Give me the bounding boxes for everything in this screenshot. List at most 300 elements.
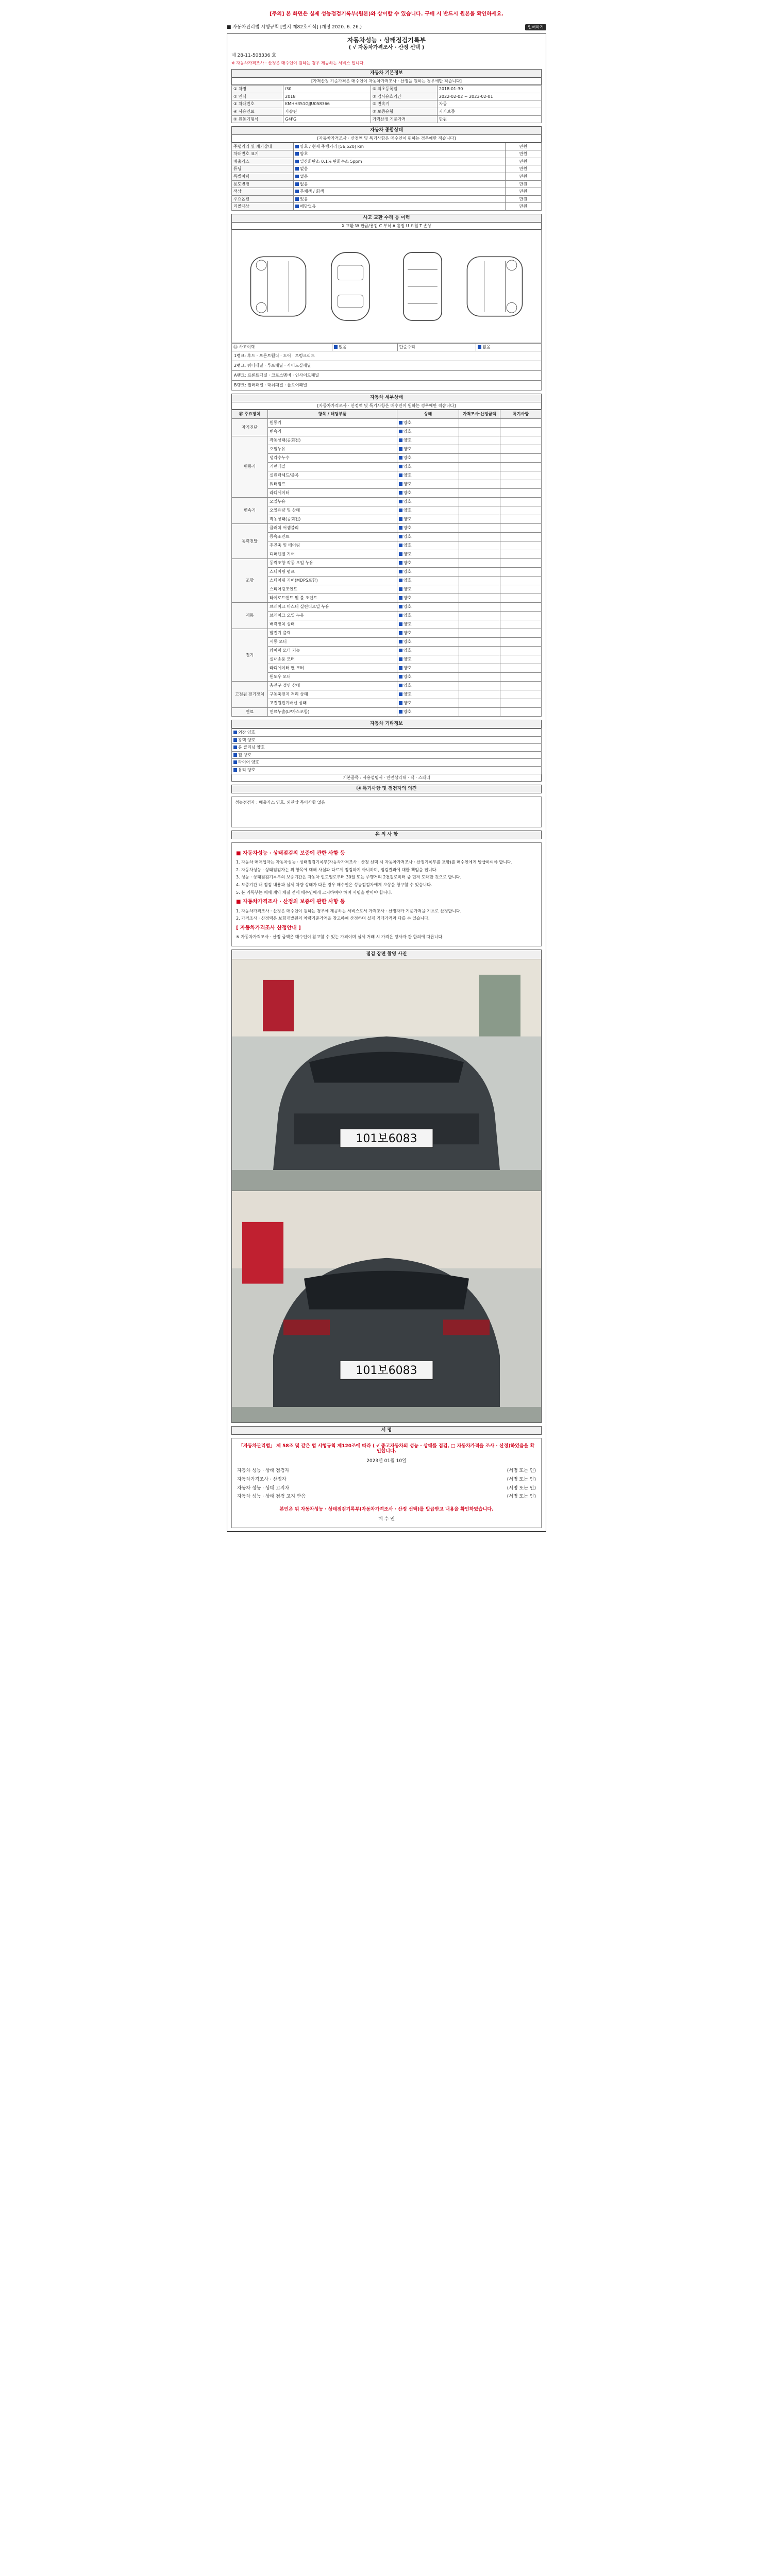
checkbox-icon [295, 167, 299, 171]
checks-row [232, 158, 542, 165]
checkbox-icon [399, 456, 402, 460]
inspection-status [397, 620, 459, 629]
inspection-group: 고전원 전기장치 [232, 682, 268, 708]
terms-para: 5. 본 기록부는 매매 계약 체결 전에 매수인에게 고지하여야 하며 서명을 받아야 합니다. [236, 890, 393, 895]
inspection-price [459, 647, 500, 655]
damage-diagram [231, 230, 542, 343]
basic-info-value: i30 [283, 86, 371, 93]
inspection-status [397, 524, 459, 533]
checks-result: 만원 [506, 165, 542, 173]
accident-legend: X 교환 W 판금/용접 C 부식 A 흠집 U 요철 T 손상 [231, 223, 542, 230]
inspection-status [397, 436, 459, 445]
inspection-row [232, 708, 542, 717]
inspection-note [500, 559, 542, 568]
basic-info-label: ⑨ 보증유형 [371, 108, 437, 115]
basic-info-value: 2018 [283, 93, 371, 100]
inspection-status-text: 양호 [404, 455, 412, 461]
inspection-status [397, 489, 459, 498]
accident-rank-text: 1랭크: 후드 · 프론트휀더 · 도어 · 트렁크리드 [234, 353, 315, 359]
basic-info-row [232, 86, 542, 93]
inspection-status-text: 양호 [404, 420, 412, 426]
sig-line-4-value[interactable]: (서명 또는 인) [507, 1494, 536, 1500]
terms-para-3: ※ 자동차가격조사 · 산정 금액은 매수인이 참고할 수 있는 가격이며 실제 거래 시 가격은 당사자 간 합의에 따릅니다. [236, 935, 444, 940]
photo-title: 점검 장면 촬영 사진 [231, 950, 542, 959]
inspection-item: 시동 모터 [268, 638, 397, 647]
inspection-status-text: 양호 [404, 508, 412, 513]
inspection-status-text: 양호 [404, 631, 412, 636]
inspection-item: 충전구 절연 상태 [268, 682, 397, 690]
inspection-item: 클러치 어셈블리 [268, 524, 397, 533]
checkbox-icon [399, 710, 402, 714]
checkbox-icon [399, 561, 402, 565]
basic-info-row [232, 115, 542, 123]
inspection-item: 작동상태(공회전) [268, 436, 397, 445]
basic-info-label: ① 차명 [232, 86, 283, 93]
inspection-item: 타이로드엔드 및 볼 조인트 [268, 594, 397, 603]
checks-value-text: 없음 [300, 166, 308, 172]
checkbox-icon [399, 430, 402, 433]
basic-info-value: 가솔린 [283, 108, 371, 115]
inspection-row [232, 445, 542, 454]
inspection-group: 원동기 [232, 436, 268, 498]
inspection-status [397, 568, 459, 577]
inspection-status-text: 양호 [404, 648, 412, 653]
checkbox-icon [399, 605, 402, 608]
inspection-note [500, 463, 542, 471]
inspection-row [232, 664, 542, 673]
basic-info-value: 자동 [437, 100, 541, 108]
checks-value [294, 143, 506, 150]
checkbox-icon [399, 438, 402, 442]
inspection-status-text: 양호 [404, 490, 412, 496]
inspection-row [232, 568, 542, 577]
inspection-group: 제동 [232, 603, 268, 629]
terms-section-2: ■ 자동차가격조사 · 산정의 보증에 관한 사항 등 [236, 899, 345, 905]
inspection-item: 실린더헤드/블록 [268, 471, 397, 480]
inspection-note [500, 515, 542, 524]
accident-rank-row [231, 381, 542, 391]
checkbox-icon [295, 152, 299, 156]
inspection-row [232, 436, 542, 445]
checkbox-icon [399, 587, 402, 591]
extra-info-text: 광택 양호 [238, 737, 256, 742]
checks-row [232, 150, 542, 158]
checks-result: 만원 [506, 203, 542, 211]
basic-info-table [231, 85, 542, 123]
terms-para: 2. 자동차성능 · 상태점검자는 위 항목에 대해 사실과 다르게 점검하지 아니하며, 점검결과에 대한 책임을 집니다. [236, 867, 438, 872]
inspection-price [459, 655, 500, 664]
inspection-status [397, 673, 459, 682]
inspection-item: 디퍼렌셜 기어 [268, 550, 397, 559]
inspection-item: 워터펌프 [268, 480, 397, 489]
checkbox-icon [399, 526, 402, 530]
extra-info-text: 룸 클리닝 양호 [238, 745, 265, 750]
inspection-row [232, 673, 542, 682]
inspection-note [500, 682, 542, 690]
inspection-item: 동력조향 작동 오일 누유 [268, 559, 397, 568]
inspection-status-text: 양호 [404, 499, 412, 504]
checkbox-icon [233, 760, 237, 764]
checks-result: 만원 [506, 195, 542, 203]
terms-section-1: ■ 자동차성능 · 상태점검의 보증에 관한 사항 등 [236, 850, 345, 856]
inspection-note [500, 673, 542, 682]
inspection-status-text: 양호 [404, 438, 412, 443]
checkbox-icon [233, 745, 237, 749]
checkbox-icon [478, 345, 481, 349]
inspection-row [232, 498, 542, 506]
checkbox-icon [399, 692, 402, 696]
doc-header [227, 22, 546, 33]
inspection-item: 고전원전기배선 상태 [268, 699, 397, 708]
checkbox-icon [295, 145, 299, 148]
inspection-item: 스티어링조인트 [268, 585, 397, 594]
inspection-price [459, 585, 500, 594]
inspection-row [232, 585, 542, 594]
extra-info-text: 타이어 양호 [238, 760, 260, 765]
sig-line-2-value[interactable]: (서명 또는 인) [507, 1477, 536, 1482]
inspection-item: 실내송풍 모터 [268, 655, 397, 664]
accident-rank-text: B랭크: 필러패널 · 대쉬패널 · 플로어패널 [234, 383, 307, 388]
checks-row [232, 195, 542, 203]
inspection-price [459, 436, 500, 445]
checks-label: 주요옵션 [232, 195, 294, 203]
terms-para: 1. 자동차가격조사 · 산정은 매수인이 원하는 경우에 제공하는 서비스로서 가격조사 · 산정자가 기준가격을 기초로 산정합니다. [236, 908, 462, 913]
inspection-row [232, 559, 542, 568]
checkbox-icon [399, 631, 402, 635]
accident-label: ⑪ 사고이력 [232, 344, 332, 351]
inspection-price [459, 471, 500, 480]
signature-box [231, 1438, 542, 1528]
inspection-item: 커먼레일 [268, 463, 397, 471]
inspection-note [500, 612, 542, 620]
extra-info-item [232, 729, 542, 737]
car-rear-photo-icon [232, 1191, 541, 1422]
inspection-price [459, 454, 500, 463]
extra-info-item [232, 759, 542, 767]
extra-info-text: 휠 양호 [238, 752, 251, 757]
inspection-row [232, 515, 542, 524]
checkbox-icon [399, 473, 402, 477]
inspection-note [500, 655, 542, 664]
accident-rank-text: A랭크: 프론트패널 · 크로스멤버 · 인사이드패널 [234, 373, 320, 378]
inspection-price [459, 664, 500, 673]
record-sheet [227, 33, 546, 1532]
inspection-note [500, 577, 542, 585]
checkbox-icon [399, 579, 402, 582]
extra-info-row [232, 759, 542, 767]
checks-table [231, 143, 542, 211]
inspection-price [459, 515, 500, 524]
inspection-note [500, 480, 542, 489]
terms-para: 4. 보증기간 내 점검 내용과 실제 차량 상태가 다른 경우 매수인은 성능점검자에게 보상을 청구할 수 있습니다. [236, 883, 432, 888]
extra-info-row [232, 767, 542, 774]
inspection-item: 브레이크 마스터 실린더오일 누유 [268, 603, 397, 612]
inspection-note [500, 550, 542, 559]
inspection-price [459, 690, 500, 699]
inspection-status [397, 419, 459, 428]
inspection-status [397, 463, 459, 471]
checkbox-icon [295, 182, 299, 186]
inspection-row [232, 620, 542, 629]
checkbox-icon [233, 738, 237, 742]
basic-info-value: G4FG [283, 115, 371, 123]
inspection-row [232, 682, 542, 690]
inspection-status [397, 699, 459, 708]
inspection-item: 냉각수누수 [268, 454, 397, 463]
signature-title: 서 명 [231, 1426, 542, 1435]
basic-info-row [232, 100, 542, 108]
inspection-price [459, 428, 500, 436]
inspection-price [459, 629, 500, 638]
signature-statement: 「자동차관리법」 제 58조 및 같은 법 시행규칙 제120조에 따라 ( √ 중고자동차의 성능 · 상태를 점검, □ 자동차가격을 조사 · 산정)하였음을 확인합니다. [238, 1443, 535, 1454]
inspection-item: 연료누출(LP가스포함) [268, 708, 397, 717]
checks-value [294, 173, 506, 180]
inspection-note [500, 620, 542, 629]
checks-value-text: 있음 [300, 196, 308, 201]
inspection-price [459, 682, 500, 690]
basic-info-note: [가격산정 기준가격은 매수인이 자동차가격조사 · 산정을 원하는 경우에만 적습니다] [231, 78, 542, 86]
inspection-item: 라디에이터 [268, 489, 397, 498]
checkbox-icon [399, 421, 402, 425]
checkbox-icon [399, 535, 402, 538]
inspection-status [397, 515, 459, 524]
inspection-row [232, 629, 542, 638]
basic-info-value: 자가보증 [437, 108, 541, 115]
checks-result: 만원 [506, 188, 542, 196]
inspection-status [397, 577, 459, 585]
accident-table [231, 343, 542, 351]
inspection-row [232, 647, 542, 655]
extra-info-row [232, 736, 542, 744]
checkbox-icon [295, 175, 299, 178]
inspection-status-text: 양호 [404, 517, 412, 522]
checkbox-icon [295, 197, 299, 201]
checks-value [294, 158, 506, 165]
basic-info-value: 만원 [437, 115, 541, 123]
inspection-status [397, 594, 459, 603]
cert-number: 제 28-11-508336 호 [231, 53, 276, 59]
regulation-text: ■ 자동차관리법 시행규칙 [별지 제82호서식] (개정 2020. 6. 26.) [227, 24, 362, 30]
basic-info-label: ⑥ 최초등록일 [371, 86, 437, 93]
repair-label: 단순수리 [397, 344, 476, 351]
accident-rank-row [231, 371, 542, 381]
inspection-status-text: 양호 [404, 482, 412, 487]
rear-photo [231, 1191, 542, 1423]
sig-line-1-value[interactable]: (서명 또는 인) [507, 1468, 536, 1474]
plate-text: 101보6083 [356, 1364, 417, 1378]
inspection-note [500, 699, 542, 708]
checkbox-icon [399, 465, 402, 468]
inspection-row [232, 471, 542, 480]
inspection-note [500, 690, 542, 699]
inspection-status-text: 양호 [404, 543, 412, 548]
inspection-status-text: 양호 [404, 534, 412, 539]
checkbox-icon [399, 482, 402, 486]
checks-row [232, 180, 542, 188]
checkbox-icon [399, 701, 402, 705]
terms-title: 유 의 사 항 [231, 831, 542, 839]
checks-value-text: 일산화탄소 0.1% 탄화수소 5ppm [300, 159, 362, 164]
inspection-note [500, 568, 542, 577]
inspection-status-text: 양호 [404, 526, 412, 531]
checks-label: 특별이력 [232, 173, 294, 180]
inspection-price [459, 419, 500, 428]
basic-info-value: 2022-02-02 ~ 2023-02-01 [437, 93, 541, 100]
inspection-item: 라디에이터 팬 모터 [268, 664, 397, 673]
inspection-item: 스티어링 기어(MDPS포함) [268, 577, 397, 585]
inspection-note [500, 428, 542, 436]
accident-title: 사고 교환 수리 등 이력 [231, 214, 542, 223]
inspection-status [397, 655, 459, 664]
inspection-row [232, 419, 542, 428]
inspection-group: 동력전달 [232, 524, 268, 559]
inspection-item: 작동상태(공회전) [268, 515, 397, 524]
inspection-price [459, 568, 500, 577]
inspection-status-text: 양호 [404, 613, 412, 618]
extra-info-row [232, 744, 542, 752]
signature-date: 2023년 01월 10일 [366, 1459, 407, 1464]
top-notice: [주의] 본 화면은 실제 성능점검기록부(원본)와 상이할 수 있습니다. 구매 시 반드시 원본을 확인하세요. [269, 11, 504, 17]
checks-result: 만원 [506, 180, 542, 188]
inspection-note [500, 638, 542, 647]
inspection-group: 변속기 [232, 498, 268, 524]
checks-value [294, 165, 506, 173]
inspection-row [232, 463, 542, 471]
checkbox-icon [399, 666, 402, 670]
inspection-status-text: 양호 [404, 639, 412, 645]
checkbox-icon [399, 640, 402, 643]
sig-line-3-label: 자동차 성능 · 상태 고지자 [237, 1485, 290, 1491]
inspection-note [500, 585, 542, 594]
checks-row [232, 203, 542, 211]
inspection-status [397, 585, 459, 594]
checks-label: 배출가스 [232, 158, 294, 165]
checkbox-icon [399, 675, 402, 679]
inspection-status-text: 양호 [404, 701, 412, 706]
inspection-note [500, 541, 542, 550]
inspection-status-text: 양호 [404, 674, 412, 680]
checks-result: 만원 [506, 158, 542, 165]
extra-info-item [232, 767, 542, 774]
inspection-status-text: 양호 [404, 569, 412, 574]
inspection-price [459, 463, 500, 471]
checks-result: 만원 [506, 150, 542, 158]
checkbox-icon [334, 345, 338, 349]
checkbox-icon [399, 491, 402, 495]
inspection-price [459, 445, 500, 454]
inspection-row [232, 524, 542, 533]
opinion-text: 성능점검자 : 배출가스 양호, 외관상 특이사항 없음 [231, 796, 542, 827]
sig-line-4-label: 자동차 성능 · 상태 점검 고지 받음 [237, 1494, 306, 1500]
inspection-note [500, 647, 542, 655]
inspection-item: 등속조인트 [268, 533, 397, 541]
checks-value-text: 없음 [300, 174, 308, 179]
extra-info-note: 기본품목 : 사용설명서 · 안전삼각대 · 잭 · 스패너 [231, 774, 542, 782]
inspection-status [397, 428, 459, 436]
inspection-status-text: 양호 [404, 657, 412, 662]
accident-rank-row [231, 351, 542, 361]
car-top-icon [314, 240, 386, 333]
inspection-price [459, 550, 500, 559]
inspection-price [459, 498, 500, 506]
checks-value-text: 무채색 / 회색 [300, 189, 324, 194]
sig-line-3-value[interactable]: (서명 또는 인) [507, 1485, 536, 1491]
inspection-status [397, 454, 459, 463]
inspection-header-cell: 항목 / 해당부품 [268, 410, 397, 419]
inspection-note [500, 533, 542, 541]
inspection-title: 자동차 세부상태 [231, 394, 542, 402]
basic-info-label: 가격산정 기준가격 [371, 115, 437, 123]
inspection-group: 조향 [232, 559, 268, 603]
signature-footer: 본인은 위 자동차성능 · 상태점검기록부(자동차가격조사 · 산정 선택)를 발급받고 내용을 확인하였습니다. [279, 1507, 494, 1513]
checks-value-text: 없음 [300, 181, 308, 187]
extra-info-text: 유리 양호 [238, 768, 256, 773]
car-bottom-icon [386, 240, 459, 333]
checkbox-icon [295, 190, 299, 193]
checks-label: 리콜대상 [232, 203, 294, 211]
checks-result: 만원 [506, 143, 542, 150]
checks-value-text: 양호 [300, 151, 308, 157]
checks-note: [자동차가격조사 · 산정액 및 특기사항은 매수인이 원하는 경우에만 적습니다] [231, 135, 542, 143]
inspection-row [232, 690, 542, 699]
accident-rank-list [231, 351, 542, 391]
terms-box [231, 842, 542, 946]
checkbox-icon [233, 753, 237, 757]
inspection-price [459, 489, 500, 498]
inspection-status-text: 양호 [404, 447, 412, 452]
inspection-price [459, 594, 500, 603]
inspection-header-cell: 가격조사·산정금액 [459, 410, 500, 419]
inspection-item: 배력장치 상태 [268, 620, 397, 629]
inspection-row [232, 506, 542, 515]
inspection-status [397, 550, 459, 559]
checks-value [294, 150, 506, 158]
inspection-status-text: 양호 [404, 429, 412, 434]
inspection-status-text: 양호 [404, 587, 412, 592]
basic-info-value: KMHH351GJJU058366 [283, 100, 371, 108]
checks-value-text: 해당없음 [300, 204, 316, 209]
checkbox-icon [399, 649, 402, 652]
checks-result: 만원 [506, 173, 542, 180]
front-photo [231, 959, 542, 1191]
checkbox-icon [399, 509, 402, 512]
inspection-price [459, 612, 500, 620]
checkbox-icon [399, 447, 402, 451]
inspection-price [459, 524, 500, 533]
print-button[interactable]: 인쇄하기 [525, 24, 546, 30]
inspection-status-text: 양호 [404, 473, 412, 478]
inspection-status [397, 612, 459, 620]
inspection-status-text: 양호 [404, 666, 412, 671]
inspection-status [397, 533, 459, 541]
inspection-price [459, 533, 500, 541]
extra-info-item [232, 744, 542, 752]
inspection-group: 전기 [232, 629, 268, 682]
basic-info-row [232, 108, 542, 115]
car-side-left-icon [242, 240, 314, 333]
inspection-row [232, 655, 542, 664]
inspection-price [459, 480, 500, 489]
inspection-note: [자동차가격조사 · 산정액 및 특기사항은 매수인이 원하는 경우에만 적습니다] [231, 402, 542, 410]
basic-info-label: ⑦ 검사유효기간 [371, 93, 437, 100]
checks-label: 차대번호 표기 [232, 150, 294, 158]
inspection-row [232, 577, 542, 585]
inspection-item: 오일누유 [268, 445, 397, 454]
checkbox-icon [399, 544, 402, 547]
opinion-title: ⑭ 특기사항 및 점검자의 의견 [231, 785, 542, 793]
inspection-status [397, 506, 459, 515]
checks-title: 자동차 종합상태 [231, 126, 542, 135]
